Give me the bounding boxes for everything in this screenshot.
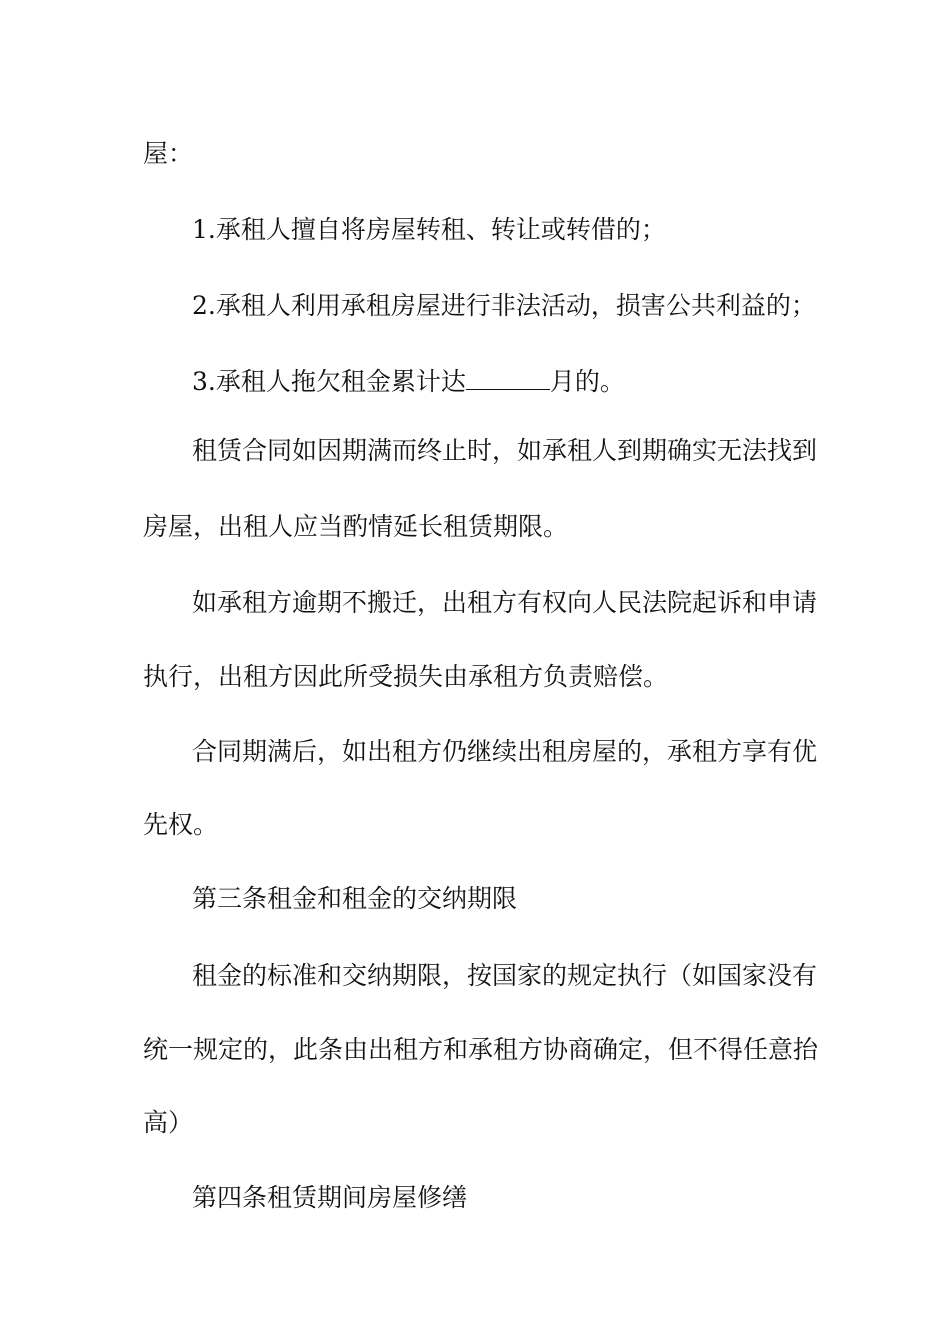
paragraph-line: 统一规定的，此条由出租方和承租方协商确定，但不得任意抬	[143, 1035, 819, 1064]
list-item-1: 1.承租人擅自将房屋转租、转让或转借的；	[192, 215, 666, 244]
list-item-3-after: 月的。	[549, 367, 625, 396]
section-heading: 第四条租赁期间房屋修缮	[192, 1183, 468, 1212]
paragraph-line: 先权。	[143, 810, 219, 839]
fill-in-blank	[466, 367, 550, 390]
paragraph-line: 如承租方逾期不搬迁，出租方有权向人民法院起诉和申请	[192, 588, 818, 617]
paragraph-line: 租赁合同如因期满而终止时，如承租人到期确实无法找到	[192, 436, 818, 465]
list-item-2: 2.承租人利用承租房屋进行非法活动，损害公共利益的；	[192, 291, 816, 320]
list-item-3-before: 3.承租人拖欠租金累计达	[192, 367, 466, 396]
paragraph-line: 租金的标准和交纳期限，按国家的规定执行（如国家没有	[192, 961, 818, 990]
list-item-3	[192, 367, 625, 394]
section-heading: 第三条租金和租金的交纳期限	[192, 884, 518, 913]
paragraph-line: 屋：	[143, 139, 194, 168]
paragraph-line: 房屋，出租人应当酌情延长租赁期限。	[143, 512, 569, 541]
paragraph-line: 执行，出租方因此所受损失由承租方负责赔偿。	[143, 662, 669, 691]
paragraph-line: 高）	[143, 1108, 194, 1137]
paragraph-line: 合同期满后，如出租方仍继续出租房屋的，承租方享有优	[192, 737, 818, 766]
